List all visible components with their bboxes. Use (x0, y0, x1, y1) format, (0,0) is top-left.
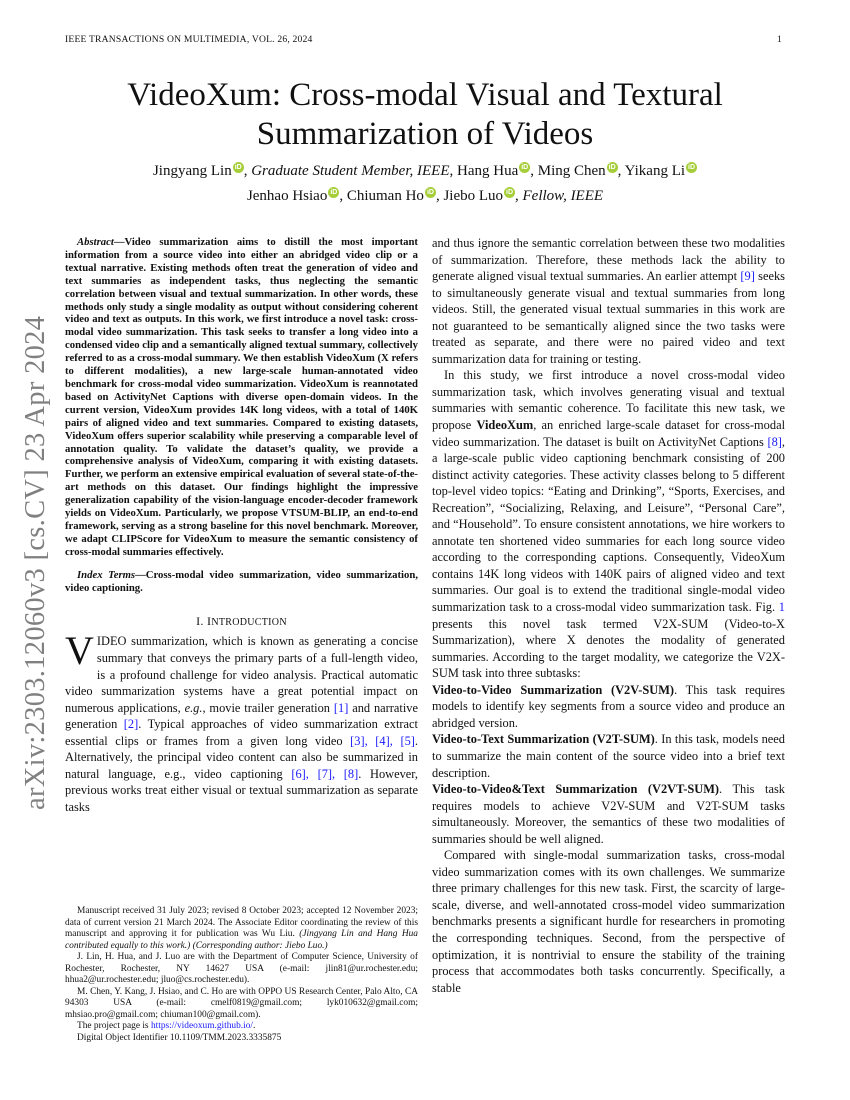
text-run: Manuscript received 31 July 2023; revised 8 October 2023; accepted 12 November 2023; data of current version 21 March 2024. The Associate Editor coordinating the review of this manuscript and approving it for publication was Wu Liu. (65, 906, 418, 939)
text-run: presents this novel task termed V2X-SUM (Video-to-X Summarization), where X denotes the modality of generated summaries. According to the target modality, we categorize the V2X-SUM task into three subtasks: (432, 616, 785, 681)
separator: , (435, 188, 444, 204)
paragraph (432, 235, 785, 367)
text-run: M. Chen, Y. Kang, J. Hsiao, and C. Ho are with OPPO US Research Center, Palo Alto, CA 94303 USA (e-mail: cmelf0819@gmail.com; lyk010632@gmail.com; mhsiao.pro@gmail.com; chiuman100@gmail.com). (65, 986, 418, 1020)
footnote (65, 1033, 418, 1045)
bold-text: Video-to-Video&Text Summarization (V2VT-SUM) (432, 782, 720, 797)
citation-link[interactable]: [1] (333, 700, 349, 715)
orcid-icon[interactable]: iD (234, 164, 242, 171)
abstract (65, 236, 418, 559)
text-run: . However, previous works treat either visual or textual summarization as separate tasks (65, 766, 419, 814)
text-run: . Typical approaches of video summarization extract essential clips or frames from a given long video (65, 717, 419, 748)
citation-link[interactable]: [3], [4], [5] (350, 733, 415, 748)
text-run: and thus ignore the semantic correlation between these two modalities of summarization. Therefore, these methods lack the ability to generate aligned visual textual summaries. An earlier attempt (432, 236, 785, 284)
text-run: . In this task, models need to summarize the main content of the source video into a brief text description. (432, 732, 785, 780)
separator: , (617, 163, 625, 179)
drop-cap: V (65, 628, 94, 674)
separator: , (449, 163, 457, 179)
abstract-text: —Video summarization aims to distill the most important information from a source video into either an abridged video clip or a textual narrative. Existing methods often treat the generation of video and text summaries as independent tasks, thus neglecting the semantic correlation between visual and textual summarization. In other words, these methods only study a single modality as output without considering coherent video and text as outputs. In this work, we first introduce a novel task: cross-modal video summarization. This task seeks to transfer a long video into a condensed video clip and a semantically aligned textual summary, collectively referred to as a cross-modal summary. We then establish VideoXum (X refers to different modalities), a new large-scale human-annotated video benchmark for cross-modal video summarization. VideoXum is reannotated based on ActivityNet Captions with diverse open-domain videos. In the current version, VideoXum provides 14K long videos, with a total of 140K pairs of aligned video and text summaries. Compared to existing datasets, VideoXum offers superior scalability while preserving a comparable level of annotation quality. To validate the dataset’s quality, we provide a comprehensive analysis of VideoXum, comparing it with existing datasets. Further, we perform an extensive empirical evaluation of several state-of-the-art methods on this dataset. Our findings highlight the impressive generalization capability of the vision-language encoder-decoder framework yields on VideoXum. Particularly, we propose VTSUM-BLIP, an end-to-end framework, serving as a strong baseline for this novel benchmark. Moreover, we adapt CLIPScore for VideoXum to measure the semantic consistency of cross-modal summaries effectively. (65, 236, 418, 558)
separator: , (243, 163, 252, 179)
bold-text: VideoXum (476, 418, 534, 433)
paragraph (432, 847, 785, 996)
citation-link[interactable]: [8] (767, 434, 782, 449)
text-run: In this study, we first introduce a novel cross-modal video summarization task, which involves generating visual and textual summaries with semantic coherence. To facilitate this new task, we propose (432, 368, 785, 433)
footnote (65, 906, 418, 952)
text-run: IDEO summarization, which is known as generating a concise summary that conveys the primary parts of a full-length video, is a profound challenge for video analysis. Practical automatic video summarization systems have a great potential impact on numerous applications, (65, 634, 418, 715)
author-name: Jiebo Luo (443, 188, 504, 204)
italic-text: e.g. (184, 700, 203, 715)
text-run: . This task requires models to identify key segments from a source video and produce an abridged version. (432, 682, 785, 730)
text-run: and narrative generation (65, 700, 418, 732)
index-terms-label: Index Terms (77, 568, 136, 581)
text-run: , an enriched large-scale dataset for cross-modal video summarization. The dataset is built on ActivityNet Captions (432, 418, 786, 449)
text-run: . This task requires models to achieve V2V-SUM and V2T-SUM tasks simultaneously. Moreover, the semantics of these two modalities of summaries should be well aligned. (432, 782, 785, 846)
author-line-2 (0, 187, 850, 205)
author-name: Jingyang Lin (152, 163, 232, 179)
paragraph (432, 367, 785, 681)
author-name: Hang Hua (457, 163, 519, 179)
left-body (65, 628, 419, 815)
citation-link[interactable]: [6], [7], [8] (291, 766, 359, 781)
author-name: Ming Chen (537, 163, 606, 179)
separator: , (515, 188, 523, 204)
index-terms-text: —Cross-modal video summarization, video summarization, video captioning. (65, 568, 418, 594)
bold-text: Video-to-Text Summarization (V2T-SUM) (432, 732, 655, 747)
orcid-icon[interactable]: iD (608, 164, 616, 171)
paragraph (65, 628, 419, 815)
citation-link[interactable]: [2] (123, 717, 139, 732)
section-heading-introduction (65, 614, 418, 629)
section-number: I. (196, 614, 208, 629)
arxiv-stamp: arXiv:2303.12060v3 [cs.CV] 23 Apr 2024 (20, 315, 51, 810)
text-run: J. Lin, H. Hua, and J. Luo are with the Department of Computer Science, University of Rochester, Rochester, NY 14627 USA (e-mail: jlin81@ur.rochester.edu; hhua2@ur.rochester.edu; jluo@cs.rochester.edu). (65, 952, 418, 985)
text-run: Compared with single-modal summarization tasks, cross-modal video summarization comes with its own challenges. We summarize three primary challenges for this new task. First, the scarcity of large-scale, diverse, and well-annotated cross-model video summarization benchmarks presents a significant hurdle for researchers in promoting the corresponding techniques. Second, from the perspective of optimization, it is nontrivial to ensure the stability of the training process that accommodates both tasks concurrently. Specifically, a stable (432, 848, 785, 995)
author-name: Jenhao Hsiao (246, 188, 328, 204)
citation-link[interactable]: [9] (740, 269, 755, 284)
index-terms (65, 569, 418, 595)
italic-text: (Jingyang Lin and Hang Hua contributed equally to this work.) (Corresponding author: Jiebo Luo.) (65, 929, 418, 951)
text-run: seeks to simultaneously generate visual and textual summaries from long videos. Still, the generated visual textual summaries in this work are not guaranteed to be semantically aligned since the two tasks were treated as separate, and there were no paired video and text summarization data for training or testing. (432, 269, 786, 366)
citation-link[interactable]: https://videoxum.github.io/ (150, 1021, 254, 1031)
footnotes (65, 906, 418, 1044)
bold-text: Video-to-Video Summarization (V2V-SUM) (432, 682, 675, 697)
author-affiliation: Graduate Student Member, IEEE (251, 163, 450, 179)
orcid-icon[interactable]: iD (330, 189, 338, 196)
citation-link[interactable]: 1 (778, 600, 785, 615)
paragraph (432, 731, 785, 781)
left-column (65, 236, 418, 815)
orcid-icon[interactable]: iD (506, 189, 514, 196)
author-line-1 (0, 162, 850, 180)
abstract-label: Abstract (77, 236, 114, 248)
title-line-1: VideoXum: Cross-modal Visual and Textural (127, 77, 723, 113)
separator: , (530, 163, 538, 179)
running-header: IEEE TRANSACTIONS ON MULTIMEDIA, VOL. 26, 2024 (65, 34, 313, 45)
text-run: , a large-scale public video captioning benchmark consisting of 200 distinct activity categories. These activity classes belong to 5 different top-level video topics: “Eating and Drinking”, “Sports, Exercises, and Recreation”, “Socializing, Relaxing, and Leisure”, “Personal Care”, and “Household”. To ensure consistent annotations, we hire workers to annotate ten shortened video summaries for each long source video according to the corresponding captions. Consequently, VideoXum contains 14K long videos with 140K pairs of aligned video and text summaries. Our goal is to extend the traditional single-modal video summarization task to a cross-modal video summarization task. Fig. (432, 434, 785, 615)
page-number: 1 (777, 34, 782, 45)
paragraph (432, 682, 785, 732)
orcid-icon[interactable]: iD (688, 164, 696, 171)
text-run: The project page is (77, 1021, 151, 1031)
paragraph (432, 781, 785, 847)
paper-title (0, 76, 850, 154)
section-title-rest: NTRODUCTION (211, 617, 287, 629)
section-first-letter: I (207, 614, 212, 629)
author-affiliation: Fellow, IEEE (522, 188, 604, 204)
author-name: Chiuman Ho (346, 188, 424, 204)
text-run: . (253, 1021, 256, 1031)
orcid-icon[interactable]: iD (426, 189, 434, 196)
orcid-icon[interactable]: iD (521, 164, 529, 171)
title-line-2: Summarization of Videos (256, 116, 594, 152)
text-run: . Alternatively, the principal video content can also be summarized in natural language, e.g., video captioning (65, 733, 418, 781)
text-run: , movie trailer generation (202, 700, 334, 715)
right-column (432, 235, 785, 996)
footnote (65, 1021, 418, 1033)
footnote (65, 987, 418, 1022)
separator: , (339, 188, 347, 204)
text-run: Digital Object Identifier 10.1109/TMM.2023.3335875 (77, 1032, 282, 1043)
author-name: Yikang Li (624, 163, 686, 179)
footnote (65, 952, 418, 987)
